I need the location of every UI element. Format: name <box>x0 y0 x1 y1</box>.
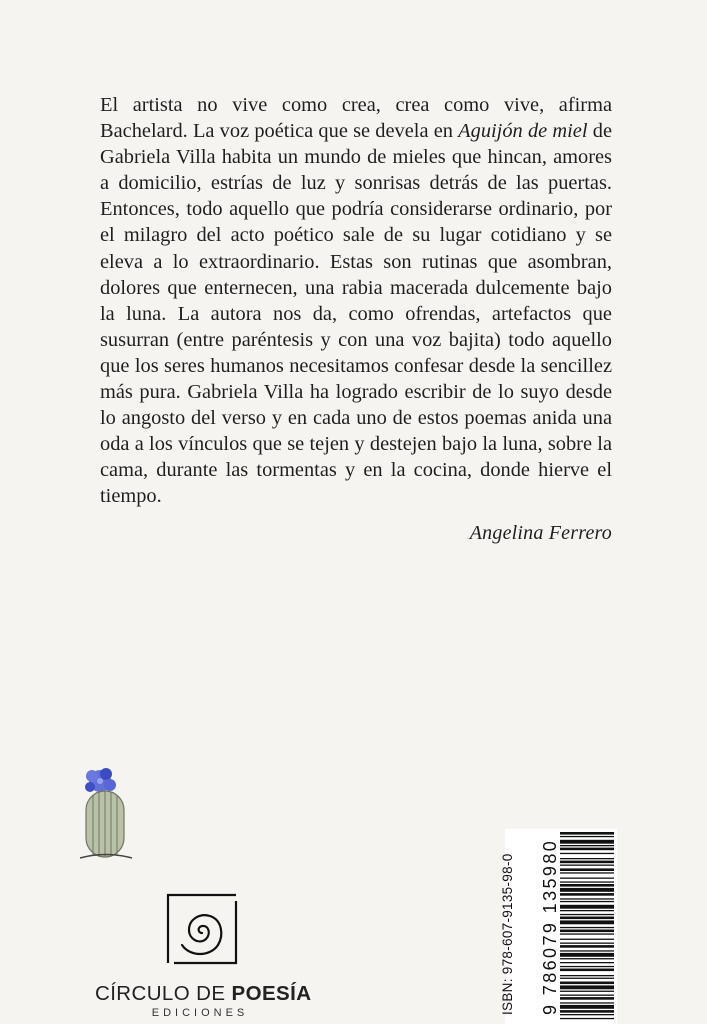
publisher-name-regular: CÍRCULO DE <box>95 982 232 1005</box>
barcode-bar <box>560 958 614 959</box>
book-title: Aguijón de miel <box>458 120 588 143</box>
barcode-bar <box>560 888 614 892</box>
barcode-bar <box>560 966 614 967</box>
barcode-bar <box>560 1005 614 1009</box>
barcode-bar <box>560 905 614 909</box>
barcode-bar <box>560 910 614 911</box>
barcode-bar <box>560 985 614 989</box>
barcode-bar <box>560 978 614 979</box>
barcode-bar <box>560 832 614 835</box>
barcode-bar <box>560 917 614 920</box>
author-signature: Angelina Ferrero <box>469 522 612 544</box>
barcode-bar <box>560 927 614 928</box>
barcode-bar <box>560 893 614 896</box>
barcode-bar <box>560 840 614 844</box>
spiral-logo-icon <box>160 887 244 971</box>
barcode-bar <box>560 848 614 851</box>
barcode-bar <box>560 982 614 985</box>
isbn-digits: 9 786079 135980 <box>540 838 560 1015</box>
barcode-bar <box>560 991 614 992</box>
barcode-bar <box>560 861 614 864</box>
barcode-bar <box>560 920 614 924</box>
isbn-label: ISBN: 978-607-9135-98-0 <box>500 853 515 1015</box>
barcode-bar <box>560 865 614 866</box>
barcode-bar <box>560 930 614 933</box>
publisher-subtitle: EDICIONES <box>151 1007 249 1019</box>
barcode-bar <box>560 881 614 882</box>
barcode-bar <box>560 1018 614 1019</box>
barcode-bar <box>560 1002 614 1003</box>
blurb-part-2: de Gabriela Villa habita un mundo de mieles que hincan, amores a domicilio, estrías de luz y sonrisas detrás de las puertas. Entonces, todo aquello que podría considerarse ordinario, por el milagro del acto poético sale de su lugar cotidiano y se eleva a lo extraordinario. Estas son rutinas que asombran, dolores que enternecen, una rabia macerada dulcemente bajo la luna. La autora nos da, como ofrendas, artefactos que susurran (entre paréntesis y con una voz bajita) todo aquello que los seres humanos necesitamos confesar desde la sencillez más pura. Gabriela Villa ha logrado escribir de lo suyo desde lo angosto del verso y en cada uno de estos poemas anida una oda a los vínculos que se tejen y destejen bajo la luna, sobre la cama, durante las tormentas y en la cocina, donde hierve el tiempo. <box>100 120 612 508</box>
barcode-bar <box>560 975 614 976</box>
barcode-bar <box>560 845 614 846</box>
blurb-part-1: El artista no vive como crea, crea como vive, afirma Bachelard. La voz poética que se devela en <box>100 94 612 143</box>
barcode-bar <box>560 1010 614 1013</box>
barcode-bar <box>560 878 614 879</box>
barcode-bar <box>560 995 614 996</box>
barcode-bar <box>560 969 614 972</box>
barcode-bar <box>560 868 614 871</box>
barcode-bar <box>560 962 614 963</box>
barcode-bar <box>560 853 614 854</box>
barcode-bar <box>560 872 614 873</box>
barcode-bar <box>560 997 614 1000</box>
barcode-bar <box>560 950 614 951</box>
barcode-bar <box>560 858 614 859</box>
barcode-bar <box>560 836 614 837</box>
flower-icon <box>85 768 116 792</box>
cactus-icon <box>80 791 132 858</box>
barcode-bar <box>560 884 614 887</box>
barcode-bar <box>560 943 614 944</box>
blurb-text <box>100 92 612 510</box>
publisher-name <box>95 982 312 1006</box>
barcode-bar <box>560 898 614 899</box>
barcode-bar <box>560 939 614 940</box>
cactus-flower-illustration <box>70 765 142 865</box>
barcode-bars <box>560 832 614 1020</box>
barcode-bar <box>560 953 614 957</box>
barcode-bar <box>560 933 614 934</box>
barcode-bar <box>560 945 614 948</box>
barcode-bar <box>560 914 614 915</box>
publisher-name-bold: POESÍA <box>231 982 312 1005</box>
barcode-bar <box>560 1014 614 1015</box>
barcode-bar <box>560 901 614 902</box>
